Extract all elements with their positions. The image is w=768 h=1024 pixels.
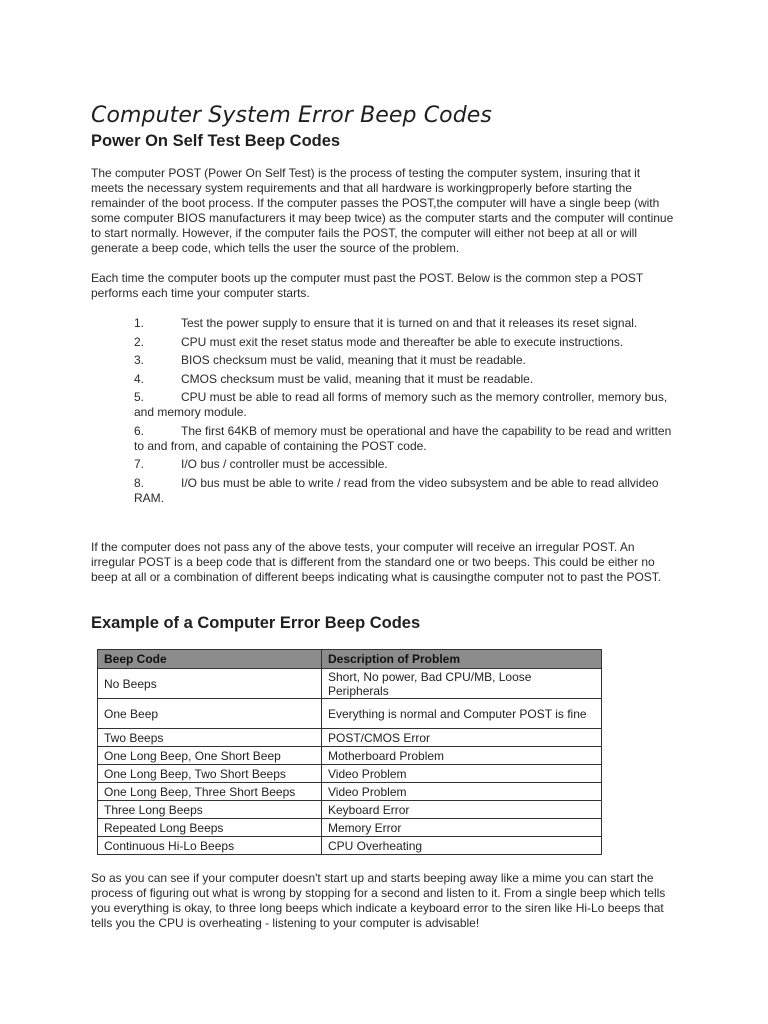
beep-code-cell: Repeated Long Beeps	[98, 819, 322, 837]
description-cell: Memory Error	[322, 819, 602, 837]
step-number: 6.	[134, 423, 145, 438]
list-item	[134, 335, 674, 350]
step-number: 4.	[134, 371, 145, 386]
table-row	[98, 699, 602, 729]
document-subtitle: Power On Self Test Beep Codes	[91, 132, 341, 150]
list-item	[134, 316, 674, 331]
step-number: 8.	[134, 475, 145, 490]
list-item	[134, 457, 674, 472]
beep-code-cell: One Long Beep, Three Short Beeps	[98, 783, 322, 801]
table-row	[98, 783, 602, 801]
step-number: 1.	[134, 316, 145, 330]
step-number: 5.	[134, 390, 145, 404]
table-row	[98, 765, 602, 783]
beep-code-cell: Continuous Hi-Lo Beeps	[98, 837, 322, 855]
table-header-row	[98, 650, 602, 669]
description-cell: Motherboard Problem	[322, 747, 602, 765]
steps-intro-paragraph: Each time the computer boots up the computer must past the POST. Below is the common step a POST performs each time your computer starts.	[91, 271, 644, 300]
step-text: CPU must be able to read all forms of memory such as the memory controller, memory bus, and memory module.	[134, 390, 668, 419]
description-cell: Everything is normal and Computer POST is fine	[322, 699, 602, 729]
beep-code-cell: Three Long Beeps	[98, 801, 322, 819]
table-row	[98, 819, 602, 837]
table-row	[98, 729, 602, 747]
step-text: The first 64KB of memory must be operational and have the capability to be read and written to and from, and capable of containing the POST code.	[134, 423, 672, 453]
step-number: 3.	[134, 353, 145, 367]
table-row	[98, 837, 602, 855]
example-section-title: Example of a Computer Error Beep Codes	[91, 614, 421, 632]
closing-paragraph: So as you can see if your computer doesn't start up and starts beeping away like a mime you can start the process of figuring out what is wrong by stopping for a second and listen to it. From a single beep which tells you everything is okay, to three long beeps which indicate a keyboard error to the siren like Hi-Lo beeps that tells you the CPU is overheating - listening to your computer is advisable!	[91, 871, 666, 930]
step-text: I/O bus / controller must be accessible.	[181, 457, 388, 471]
table-row	[98, 669, 602, 699]
step-text: Test the power supply to ensure that it is turned on and that it releases its reset signal.	[181, 316, 638, 330]
beep-code-cell: Two Beeps	[98, 729, 322, 747]
description-cell: CPU Overheating	[322, 837, 602, 855]
step-number: 2.	[134, 334, 145, 349]
list-item	[134, 476, 674, 506]
column-header-beep-code: Beep Code	[98, 650, 322, 669]
list-item	[134, 372, 674, 387]
description-cell: Keyboard Error	[322, 801, 602, 819]
beep-codes-table	[97, 649, 602, 855]
beep-code-cell: One Beep	[98, 699, 322, 729]
intro-paragraph: The computer POST (Power On Self Test) is the process of testing the computer system, insuring that it meets the necessary system requirements and that all hardware is workingproperly before starting the remainder of the boot process. If the computer passes the POST,the computer will have a single beep (with some computer BIOS manufacturers it may beep twice) as the computer starts and the computer will continue to start normally. However, if the computer fails the POST, the computer will either not beep at all or will generate a beep code, which tells the user the source of the problem.	[91, 166, 674, 255]
step-text: I/O bus must be able to write / read from the video subsystem and be able to read allvideo RAM.	[134, 475, 659, 505]
step-text: CPU must exit the reset status mode and thereafter be able to execute instructions.	[181, 334, 624, 349]
table-row	[98, 747, 602, 765]
document-title: Computer System Error Beep Codes	[91, 103, 492, 128]
description-cell: Short, No power, Bad CPU/MB, Loose Peripherals	[322, 669, 602, 699]
beep-code-cell: One Long Beep, Two Short Beeps	[98, 765, 322, 783]
beep-code-cell: One Long Beep, One Short Beep	[98, 747, 322, 765]
irregular-post-paragraph: If the computer does not pass any of the above tests, your computer will receive an irregular POST. An irregular POST is a beep code that is different from the standard one or two beeps. This could be either no beep at all or a combination of different beeps indicating what is causingthe computer not to past the POST.	[91, 540, 662, 584]
step-text: CMOS checksum must be valid, meaning that it must be readable.	[181, 371, 534, 386]
step-text: BIOS checksum must be valid, meaning that it must be readable.	[181, 353, 526, 367]
post-steps-list	[134, 316, 674, 509]
list-item	[134, 390, 674, 420]
description-cell: POST/CMOS Error	[322, 729, 602, 747]
list-item	[134, 353, 674, 368]
column-header-description: Description of Problem	[322, 650, 602, 669]
description-cell: Video Problem	[322, 765, 602, 783]
list-item	[134, 424, 674, 454]
description-cell: Video Problem	[322, 783, 602, 801]
table-row	[98, 801, 602, 819]
beep-code-cell: No Beeps	[98, 669, 322, 699]
step-number: 7.	[134, 457, 145, 471]
